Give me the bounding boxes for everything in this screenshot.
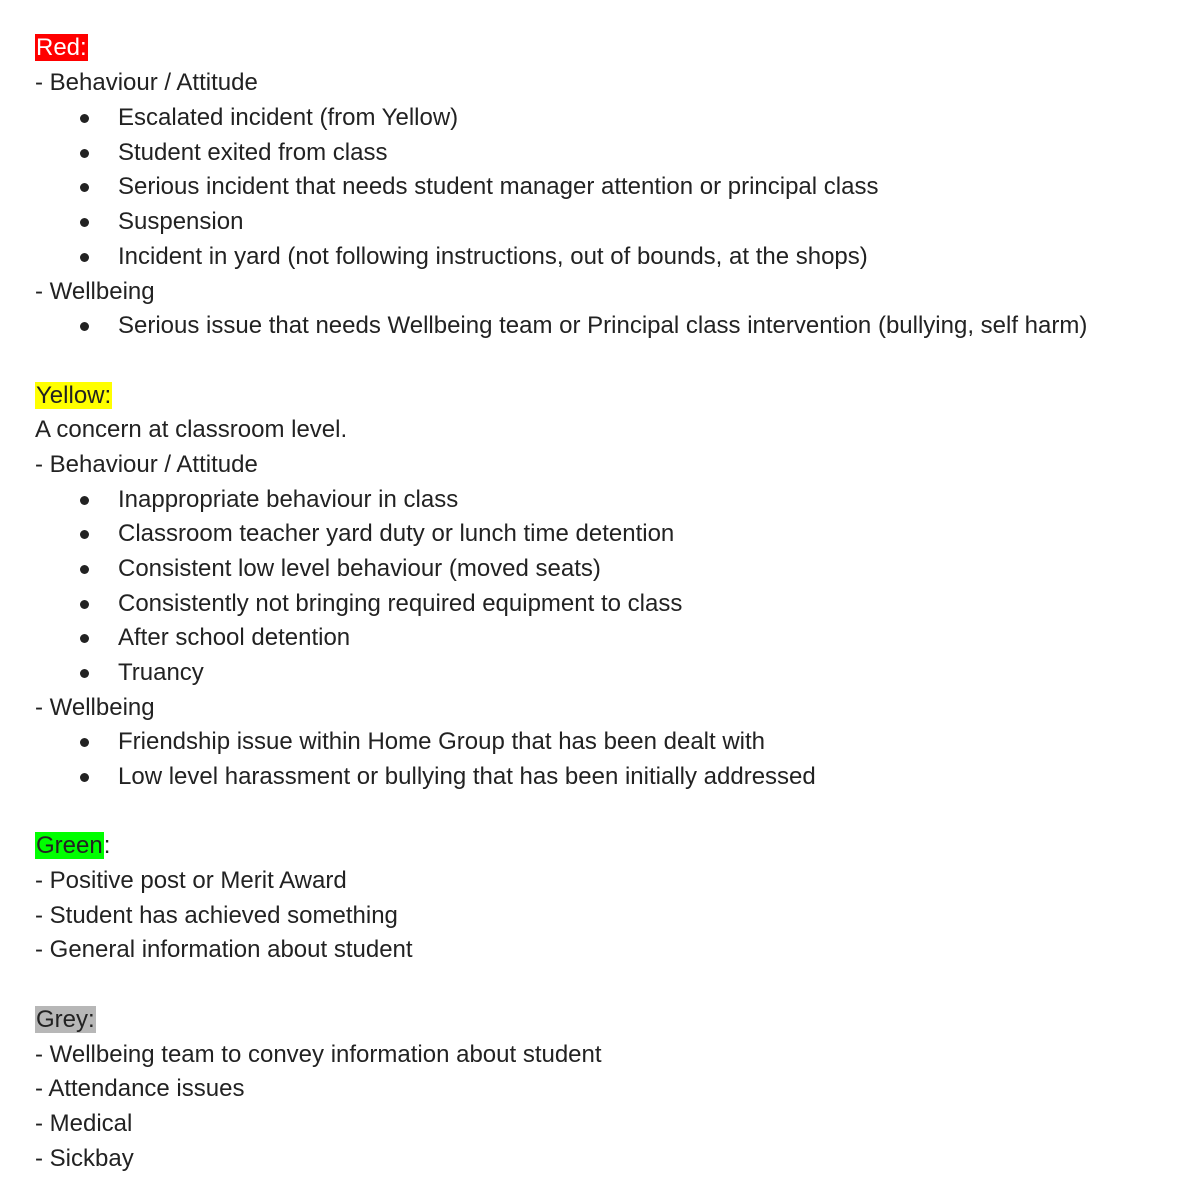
- green-heading-suffix: :: [103, 832, 111, 859]
- bullet-icon: [80, 530, 89, 539]
- list-item: - Medical: [35, 1110, 133, 1137]
- bullet-icon: [80, 669, 89, 678]
- red-heading: Red:: [36, 34, 87, 61]
- yellow-heading: Yellow:: [36, 382, 112, 409]
- yellow-behaviour-label: - Behaviour / Attitude: [35, 451, 258, 478]
- bullet-icon: [80, 773, 89, 782]
- list-item: - Sickbay: [35, 1145, 134, 1172]
- yellow-intro: A concern at classroom level.: [35, 416, 348, 443]
- list-item: - Attendance issues: [35, 1075, 245, 1102]
- green-heading-line: [35, 831, 110, 861]
- grey-heading-line: [35, 1005, 96, 1035]
- bullet-icon: [80, 738, 89, 747]
- red-heading-line: [35, 33, 88, 63]
- green-heading: Green: [36, 832, 103, 859]
- yellow-heading-line: [35, 381, 112, 411]
- bullet-icon: [80, 322, 89, 331]
- bullet-icon: [80, 218, 89, 227]
- red-wellbeing-label: - Wellbeing: [35, 278, 155, 305]
- yellow-wellbeing-label: - Wellbeing: [35, 694, 155, 721]
- document: Red: - Behaviour / Attitude Escalated incident (from Yellow) Student exited from class Serious incident that needs student manager attention or principal class Suspension Incident in yard (not following instructions, out of bounds, at the shops) - Wellbeing Serious issue that needs Wellbeing team or Principal class intervention (bullying, self harm) Yellow: A concern at classroom level. - Behaviour / Attitude Inappropriate behaviour in class Classroom teacher yard duty or lunch time detention Consistent low level behaviour (moved seats) Consistently not bringing required equipment to class After school detention Truancy - Wellbeing Friendship issue within Home Group that has been dealt with Low level harassment or bullying that has been initially addressed Green: - Positive post or Merit Award - Student has achieved something - General information about student Grey: - Wellbeing team to convey information about student - Attendance issues - Medical - Sickbay: [35, 34, 1088, 1172]
- bullet-icon: [80, 634, 89, 643]
- list-item: - Student has achieved something: [35, 902, 398, 929]
- bullet-icon: [80, 183, 89, 192]
- bullet-icon: [80, 253, 89, 262]
- grey-heading: Grey:: [36, 1006, 95, 1033]
- bullet-icon: [80, 600, 89, 609]
- bullet-icon: [80, 496, 89, 505]
- red-behaviour-label: - Behaviour / Attitude: [35, 69, 258, 96]
- bullet-icon: [80, 114, 89, 123]
- bullet-icon: [80, 565, 89, 574]
- list-item: - Positive post or Merit Award: [35, 867, 347, 894]
- list-item: - Wellbeing team to convey information about student: [35, 1041, 602, 1068]
- list-item: - General information about student: [35, 936, 413, 963]
- bullet-icon: [80, 149, 89, 158]
